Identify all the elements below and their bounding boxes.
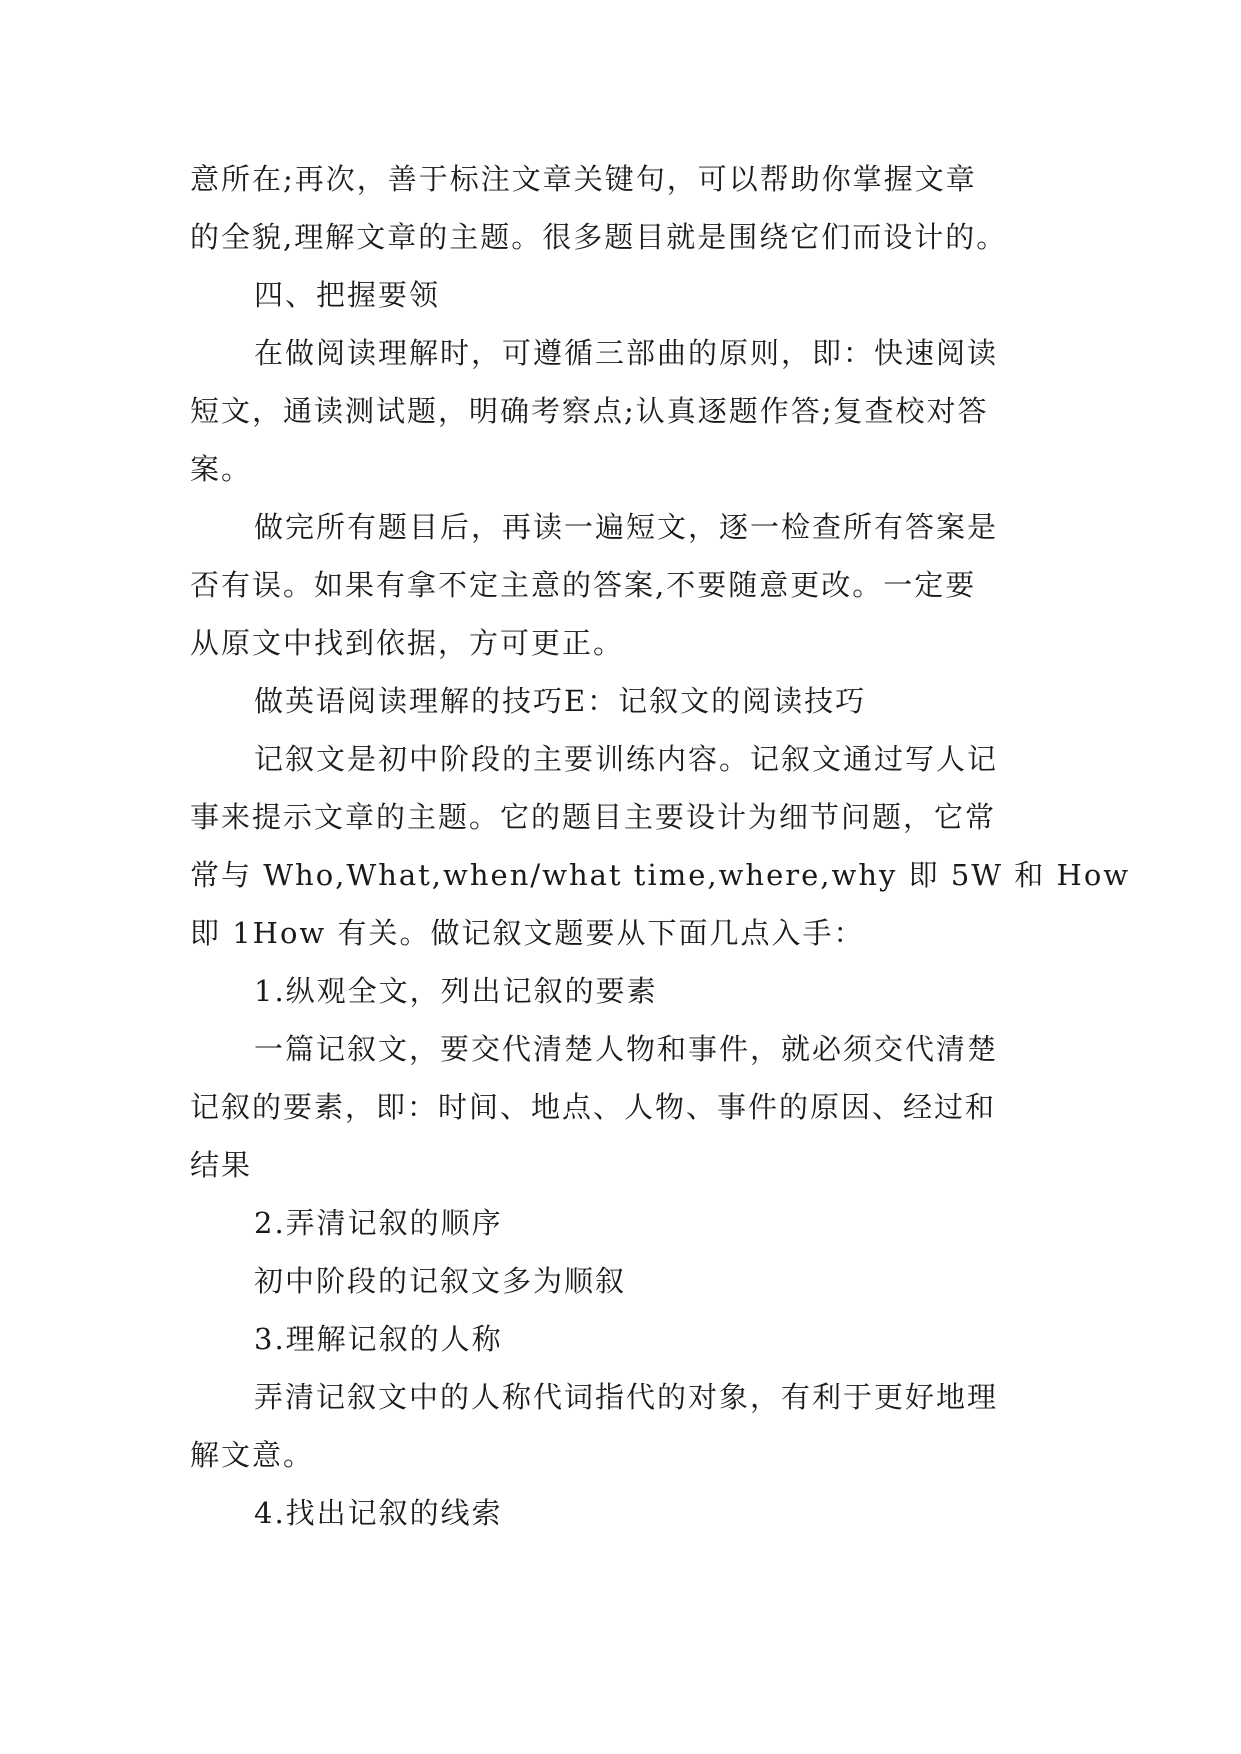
text-line: 短文，通读测试题，明确考察点;认真逐题作答;复查校对答 bbox=[190, 394, 989, 428]
text-line: 的全貌,理解文章的主题。很多题目就是围绕它们而设计的。 bbox=[190, 220, 1008, 254]
text-line: 解文意。 bbox=[190, 1438, 315, 1472]
text-line: 四、把握要领 bbox=[254, 278, 441, 312]
text-line: 一篇记叙文，要交代清楚人物和事件，就必须交代清楚 bbox=[254, 1032, 999, 1066]
text-line: 否有误。如果有拿不定主意的答案,不要随意更改。一定要 bbox=[190, 568, 977, 602]
text-line: 即 1How 有关。做记叙文题要从下面几点入手： bbox=[190, 916, 865, 950]
text-line: 结果 bbox=[190, 1148, 253, 1182]
text-line: 做完所有题目后，再读一遍短文，逐一检查所有答案是 bbox=[254, 510, 999, 544]
text-line: 记叙的要素，即：时间、地点、人物、事件的原因、经过和 bbox=[190, 1090, 997, 1124]
text-line: 弄清记叙文中的人称代词指代的对象，有利于更好地理 bbox=[254, 1380, 999, 1414]
text-line: 案。 bbox=[190, 452, 253, 486]
text-line: 初中阶段的记叙文多为顺叙 bbox=[254, 1264, 627, 1298]
text-line: 3.理解记叙的人称 bbox=[254, 1322, 503, 1356]
text-line: 在做阅读理解时，可遵循三部曲的原则，即：快速阅读 bbox=[254, 336, 999, 370]
text-line: 记叙文是初中阶段的主要训练内容。记叙文通过写人记 bbox=[254, 742, 999, 776]
text-line: 2.弄清记叙的顺序 bbox=[254, 1206, 503, 1240]
text-line: 1.纵观全文，列出记叙的要素 bbox=[254, 974, 658, 1008]
text-line: 常与 Who,What,when/what time,where,why 即 5W 和 How bbox=[190, 858, 1131, 892]
text-line: 4.找出记叙的线索 bbox=[254, 1496, 503, 1530]
text-line: 意所在;再次，善于标注文章关键句，可以帮助你掌握文章 bbox=[190, 162, 977, 196]
text-line: 事来提示文章的主题。它的题目主要设计为细节问题，它常 bbox=[190, 800, 997, 834]
text-line: 从原文中找到依据，方可更正。 bbox=[190, 626, 625, 660]
text-line: 做英语阅读理解的技巧E：记叙文的阅读技巧 bbox=[254, 684, 867, 718]
